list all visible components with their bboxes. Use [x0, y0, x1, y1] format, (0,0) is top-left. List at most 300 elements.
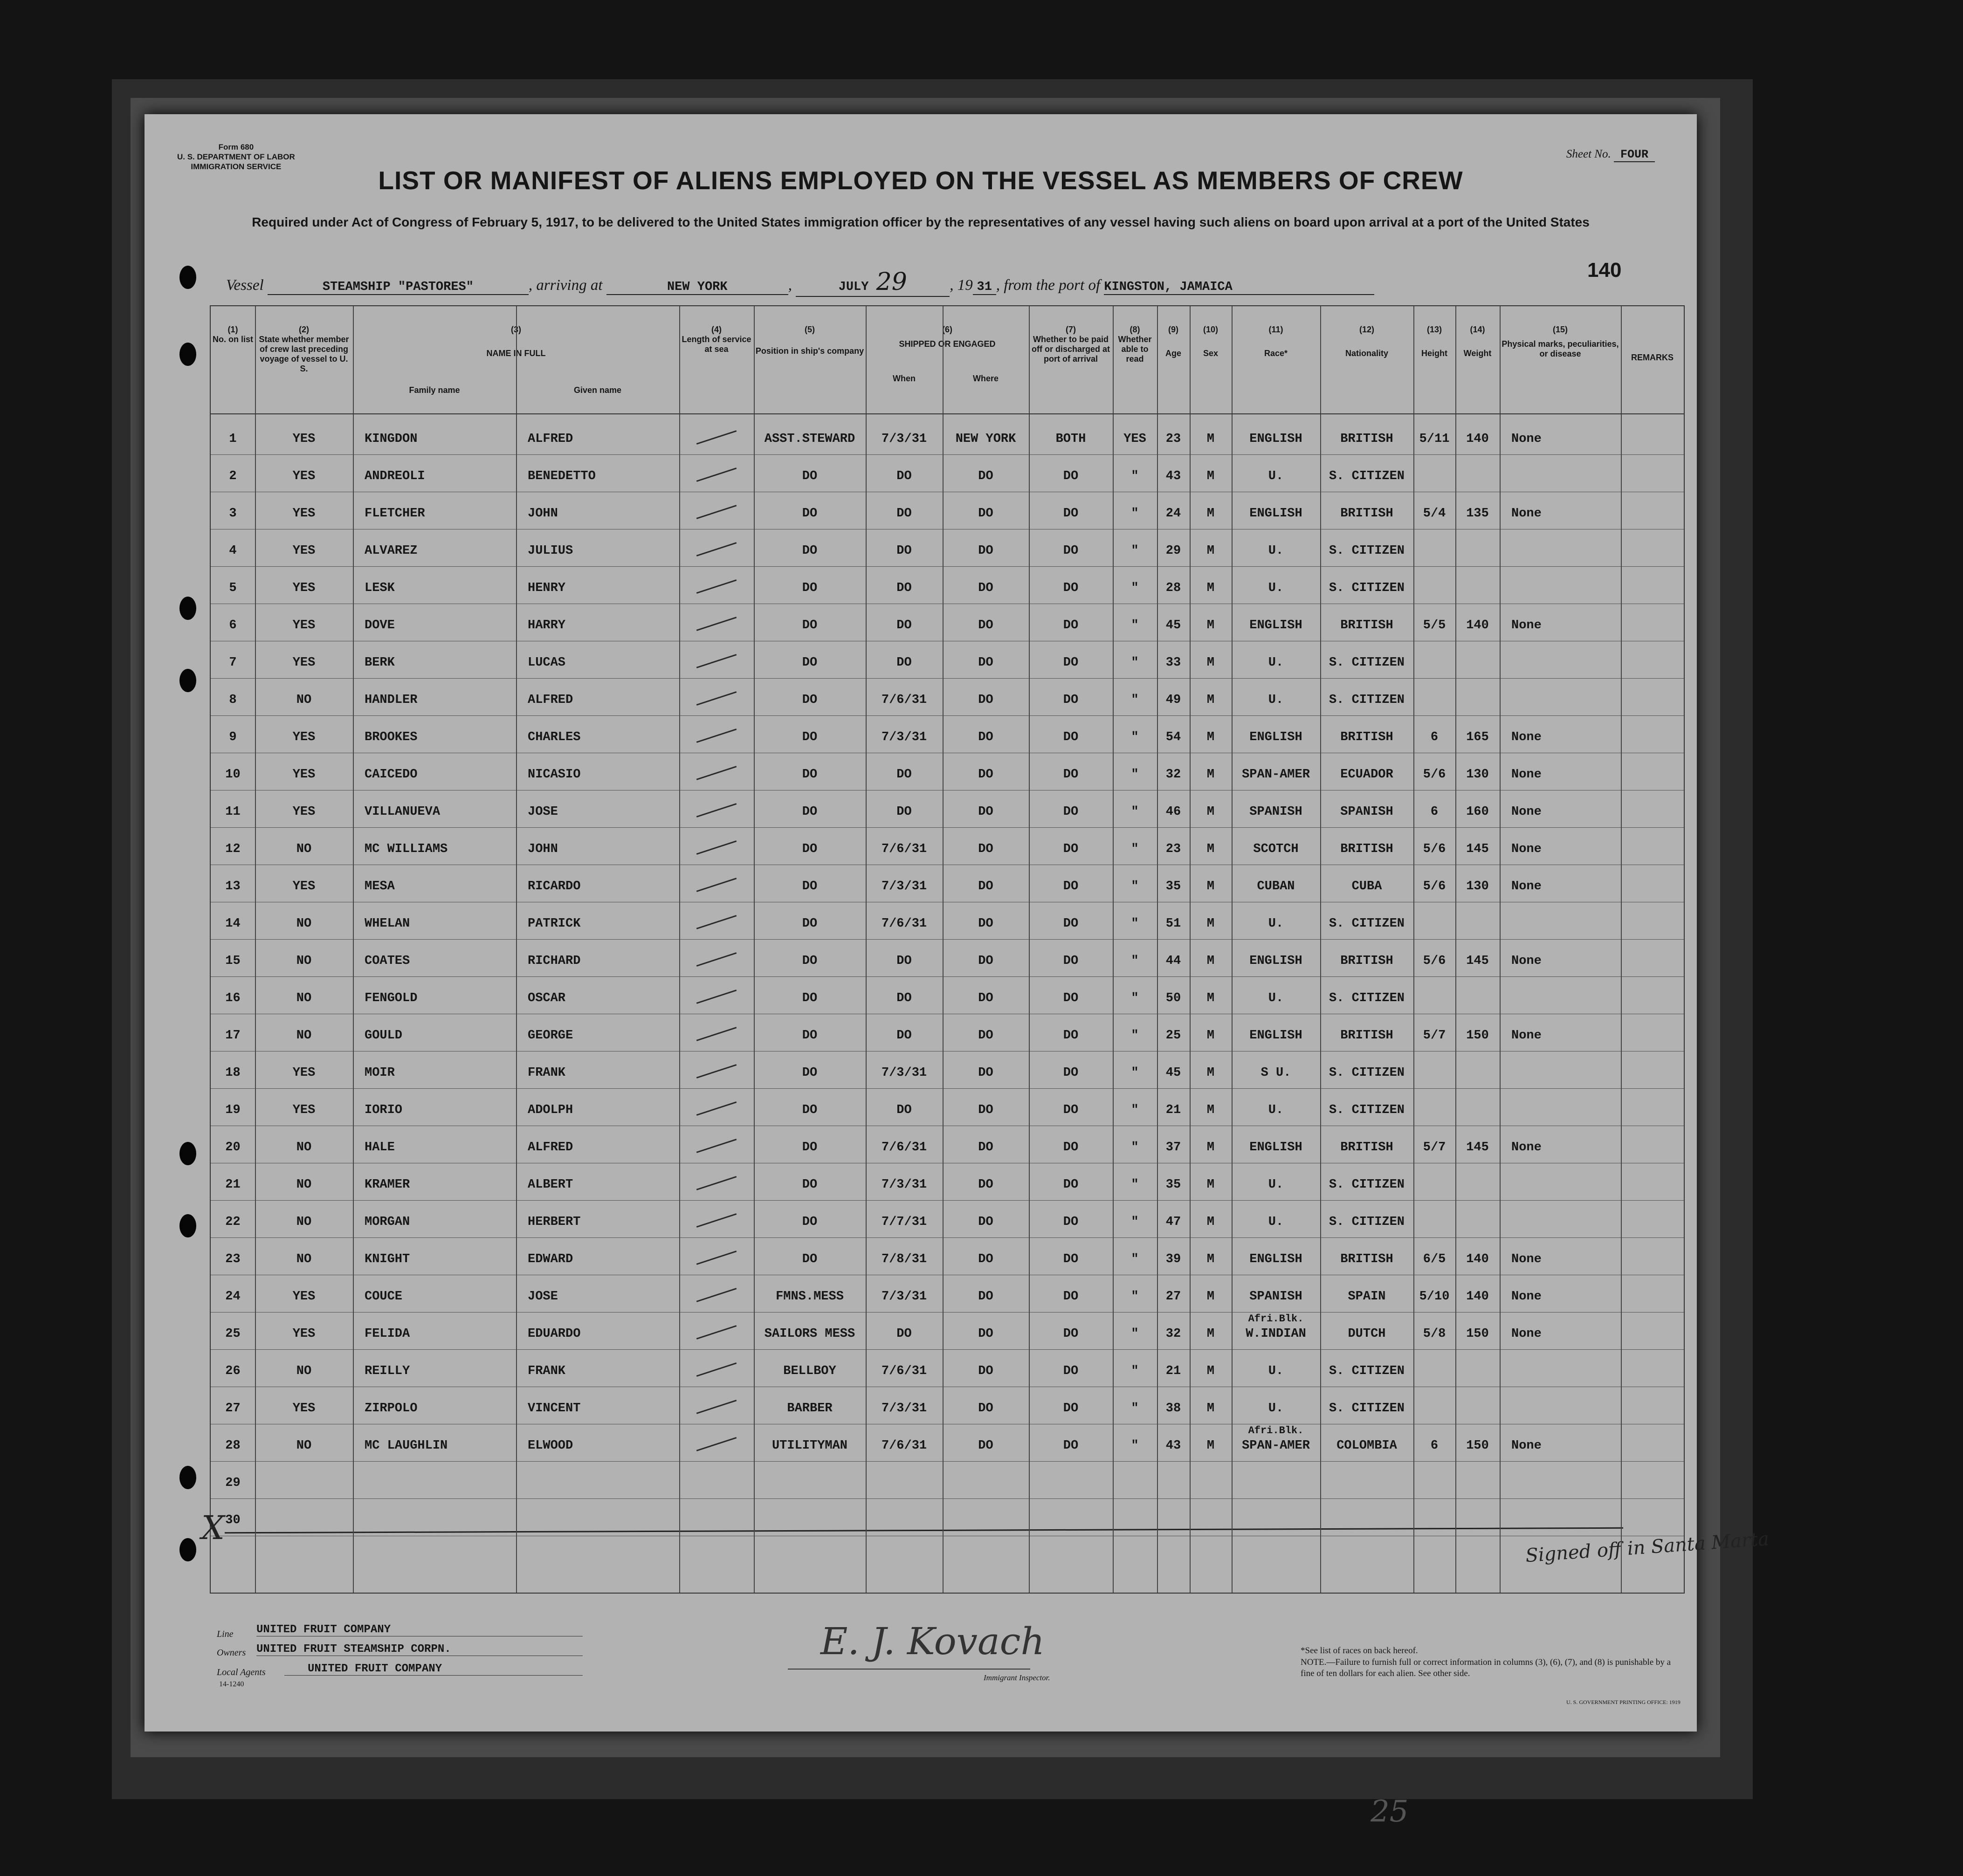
arrival-date — [796, 268, 950, 297]
cell-race: U. — [1268, 656, 1284, 670]
cell-paid: DO — [1063, 1364, 1079, 1378]
cell-given: ALFRED — [528, 693, 573, 707]
cell-no: 1 — [229, 432, 237, 446]
column-rule — [516, 306, 517, 1593]
cell-given: ADOLPH — [528, 1103, 573, 1117]
cell-sex: M — [1206, 618, 1215, 632]
cell-prev: NO — [296, 1439, 312, 1453]
cell-when: DO — [896, 954, 912, 968]
row-rule — [211, 1088, 1684, 1089]
cell-nat: S. CITIZEN — [1329, 1364, 1405, 1378]
cell-sex: M — [1206, 880, 1215, 893]
cell-prev: NO — [296, 991, 312, 1005]
cell-age: 38 — [1165, 1402, 1181, 1416]
cell-no: 20 — [225, 1141, 241, 1154]
cell-prev: NO — [296, 917, 312, 931]
col6b-header: Where — [972, 374, 999, 383]
cell-pos: BELLBOY — [783, 1364, 836, 1378]
cell-given: HENRY — [528, 581, 566, 595]
cell-family: FELIDA — [365, 1327, 410, 1341]
cell-pos: ASST.STEWARD — [764, 432, 855, 446]
cell-pos: DO — [802, 1066, 818, 1080]
row-rule — [211, 1312, 1684, 1313]
check-mark — [696, 1362, 737, 1377]
col9-header: (9) Age — [1165, 325, 1181, 358]
col3-header: (3) NAME IN FULL — [486, 325, 546, 358]
cell-prev: YES — [292, 656, 316, 670]
cell-race: U. — [1268, 581, 1284, 595]
cell-pos: DO — [802, 581, 818, 595]
agents-label: Local Agents — [217, 1667, 266, 1677]
cell-given: HERBERT — [528, 1215, 581, 1229]
cell-race: ENGLISH — [1249, 1029, 1302, 1043]
check-mark — [696, 617, 737, 631]
cell-height: 5/6 — [1423, 880, 1446, 893]
cell-family: MC LAUGHLIN — [365, 1439, 448, 1453]
cell-paid: DO — [1063, 768, 1079, 782]
cell-pos: DO — [802, 842, 818, 856]
column-rule — [353, 306, 354, 1593]
cell-height: 5/8 — [1423, 1327, 1446, 1341]
check-mark — [696, 1176, 737, 1190]
arrival-month: JULY — [838, 280, 869, 294]
cell-read: " — [1131, 842, 1139, 856]
check-mark — [696, 505, 737, 519]
cell-race: U. — [1268, 469, 1284, 483]
cell-prev: YES — [292, 581, 316, 595]
row-rule — [211, 1200, 1684, 1201]
cell-family: KINGDON — [365, 432, 418, 446]
cell-sex: M — [1206, 507, 1215, 521]
cell-age: 43 — [1165, 469, 1181, 483]
cell-given: EDUARDO — [528, 1327, 581, 1341]
cell-nat: BRITISH — [1340, 1029, 1393, 1043]
column-rule — [866, 306, 867, 1593]
cell-pos: DO — [802, 1103, 818, 1117]
cell-where: DO — [978, 768, 993, 782]
cell-read: " — [1131, 544, 1139, 558]
cell-pos: DO — [802, 544, 818, 558]
cell-height: 5/11 — [1419, 432, 1450, 446]
row-rule — [211, 1498, 1684, 1499]
cell-prev: NO — [296, 1252, 312, 1266]
cell-family: ZIRPOLO — [365, 1402, 418, 1416]
cell-sex: M — [1206, 1290, 1215, 1304]
cell-given: BENEDETTO — [528, 469, 596, 483]
cell-sex: M — [1206, 469, 1215, 483]
cell-sex: M — [1206, 544, 1215, 558]
cell-sex: M — [1206, 805, 1215, 819]
cell-where: DO — [978, 618, 993, 632]
cell-read: " — [1131, 618, 1139, 632]
cell-marks: None — [1511, 880, 1542, 893]
cell-paid: DO — [1063, 1402, 1079, 1416]
cell-nat: S. CITIZEN — [1329, 1215, 1405, 1229]
cell-read: " — [1131, 1141, 1139, 1154]
cell-family: MORGAN — [365, 1215, 410, 1229]
cell-age: 23 — [1165, 432, 1181, 446]
column-rule — [1413, 306, 1414, 1593]
check-mark — [696, 1064, 737, 1079]
cell-weight: 150 — [1466, 1029, 1489, 1043]
cell-when: DO — [896, 544, 912, 558]
row-rule — [211, 939, 1684, 940]
check-mark — [696, 1027, 737, 1041]
cell-sex: M — [1206, 656, 1215, 670]
cell-sex: M — [1206, 581, 1215, 595]
cell-read: " — [1131, 1029, 1139, 1043]
cell-nat: S. CITIZEN — [1329, 1066, 1405, 1080]
cell-sex: M — [1206, 1029, 1215, 1043]
cell-pos: DO — [802, 1252, 818, 1266]
col13-header: (13) Height — [1421, 325, 1447, 358]
check-mark — [696, 654, 737, 668]
line-label: Line — [217, 1629, 234, 1639]
check-mark — [696, 542, 737, 557]
cell-sex: M — [1206, 1439, 1215, 1453]
cell-nat: ECUADOR — [1340, 768, 1393, 782]
col11-header: (11) Race* — [1264, 325, 1288, 358]
cell-where: DO — [978, 730, 993, 744]
binder-hole — [179, 266, 196, 289]
cell-where: DO — [978, 544, 993, 558]
cell-nat: BRITISH — [1340, 1141, 1393, 1154]
service: IMMIGRATION SERVICE — [191, 162, 282, 171]
cell-where: DO — [978, 842, 993, 856]
printing-office: U. S. GOVERNMENT PRINTING OFFICE: 1919 — [1566, 1699, 1681, 1705]
cell-age: 28 — [1165, 581, 1181, 595]
cell-family: HALE — [365, 1141, 395, 1154]
crew-table — [201, 305, 1770, 1594]
cell-height: 5/6 — [1423, 842, 1446, 856]
cell-given: CHARLES — [528, 730, 581, 744]
cell-where: DO — [978, 581, 993, 595]
cell-no: 10 — [225, 768, 241, 782]
col1-header: (1) No. on list — [213, 325, 253, 344]
cell-no: 23 — [225, 1252, 241, 1266]
cell-pos: DO — [802, 917, 818, 931]
cell-age: 47 — [1165, 1215, 1181, 1229]
cell-when: 7/8/31 — [881, 1252, 927, 1266]
cell-age: 35 — [1165, 1178, 1181, 1192]
cell-race: SPAN-AMER — [1242, 768, 1310, 782]
row-28-remark: Signed off in Santa Marta — [1525, 1528, 1770, 1567]
cell-where: DO — [978, 991, 993, 1005]
inspector-label: Immigrant Inspector. — [984, 1673, 1050, 1682]
cell-race: SPANISH — [1249, 805, 1302, 819]
cell-pos: DO — [802, 991, 818, 1005]
from-label: from the port of — [1004, 277, 1101, 294]
cell-weight: 130 — [1466, 880, 1489, 893]
arriving-port: NEW YORK — [606, 280, 788, 295]
cell-race: CUBAN — [1257, 880, 1295, 893]
check-mark — [696, 1325, 737, 1340]
cell-weight: 150 — [1466, 1327, 1489, 1341]
cell-age: 25 — [1165, 1029, 1181, 1043]
sheet-number — [1566, 148, 1655, 161]
cell-age: 27 — [1165, 1290, 1181, 1304]
cell-family: MOIR — [365, 1066, 395, 1080]
vessel-name: STEAMSHIP "PASTORES" — [268, 280, 529, 295]
line-value: UNITED FRUIT COMPANY — [256, 1623, 583, 1636]
cell-read: " — [1131, 880, 1139, 893]
cell-nat: BRITISH — [1340, 1252, 1393, 1266]
year-prefix: 19 — [957, 277, 973, 294]
cell-marks: None — [1511, 1252, 1542, 1266]
cell-nat: BRITISH — [1340, 730, 1393, 744]
cell-height: 6 — [1430, 1439, 1439, 1453]
cell-given: RICARDO — [528, 880, 581, 893]
cell-paid: DO — [1063, 842, 1079, 856]
cell-weight: 145 — [1466, 842, 1489, 856]
cell-no: 14 — [225, 917, 241, 931]
cell-pos: DO — [802, 693, 818, 707]
cell-race: W.INDIAN — [1246, 1327, 1306, 1341]
cell-nat: S. CITIZEN — [1329, 917, 1405, 931]
cell-prev: YES — [292, 1066, 316, 1080]
cell-read: " — [1131, 1364, 1139, 1378]
cell-nat: CUBA — [1351, 880, 1382, 893]
sheet-label: Sheet No. — [1566, 148, 1611, 160]
cell-family: MESA — [365, 880, 395, 893]
cell-prev: NO — [296, 1215, 312, 1229]
col15-header: (15) Physical marks, peculiarities, or disease — [1502, 325, 1619, 358]
column-rule — [255, 306, 256, 1593]
cell-age: 39 — [1165, 1252, 1181, 1266]
inspector-signature: E. J. Kovach — [820, 1620, 1045, 1663]
column-rule — [1029, 306, 1030, 1593]
cell-race: ENGLISH — [1249, 432, 1302, 446]
cell-pos: DO — [802, 656, 818, 670]
cell-family: WHELAN — [365, 917, 410, 931]
cell-given: ELWOOD — [528, 1439, 573, 1453]
cell-given: HARRY — [528, 618, 566, 632]
cell-given: ALFRED — [528, 432, 573, 446]
cell-no: 5 — [229, 581, 237, 595]
cell-pos: DO — [802, 768, 818, 782]
cell-height: 5/6 — [1423, 768, 1446, 782]
arrival-year: 31 — [973, 280, 996, 295]
check-mark — [696, 915, 737, 929]
cell-prev: YES — [292, 507, 316, 521]
cell-read: " — [1131, 1327, 1139, 1341]
cell-weight: 165 — [1466, 730, 1489, 744]
cell-where: DO — [978, 954, 993, 968]
cell-read: " — [1131, 805, 1139, 819]
column-rule — [1113, 306, 1114, 1593]
check-mark — [696, 952, 737, 967]
cell-race: U. — [1268, 917, 1284, 931]
cell-sex: M — [1206, 1252, 1215, 1266]
cell-pos: UTILITYMAN — [771, 1439, 848, 1453]
cell-sex: M — [1206, 917, 1215, 931]
cell-given: VINCENT — [528, 1402, 581, 1416]
cell-pos: FMNS.MESS — [776, 1290, 844, 1304]
cell-sex: M — [1206, 693, 1215, 707]
cell-race: ENGLISH — [1249, 1141, 1302, 1154]
cell-prev: YES — [292, 730, 316, 744]
cell-sex: M — [1206, 1327, 1215, 1341]
cell-sex: M — [1206, 1402, 1215, 1416]
cell-when: DO — [896, 805, 912, 819]
cell-paid: DO — [1063, 1252, 1079, 1266]
cell-nat: BRITISH — [1340, 954, 1393, 968]
cell-nat: SPANISH — [1340, 805, 1393, 819]
cell-read: " — [1131, 656, 1139, 670]
cell-sex: M — [1206, 954, 1215, 968]
cell-nat: BRITISH — [1340, 618, 1393, 632]
cell-height: 5/4 — [1423, 507, 1446, 521]
agents-form: 14-1240 — [219, 1680, 244, 1688]
column-rule — [1455, 306, 1456, 1593]
cell-prev: NO — [296, 1178, 312, 1192]
cell-prev: NO — [296, 1364, 312, 1378]
cell-age: 33 — [1165, 656, 1181, 670]
cell-prev: NO — [296, 954, 312, 968]
cell-height: 5/5 — [1423, 618, 1446, 632]
cell-sex: M — [1206, 1103, 1215, 1117]
cell-height: 5/7 — [1423, 1141, 1446, 1154]
cell-when: DO — [896, 507, 912, 521]
cell-family: HANDLER — [365, 693, 418, 707]
cell-where: DO — [978, 693, 993, 707]
cell-marks: None — [1511, 842, 1542, 856]
cell-age: 32 — [1165, 1327, 1181, 1341]
cell-sex: M — [1206, 991, 1215, 1005]
binder-hole — [179, 1142, 196, 1165]
check-mark — [696, 766, 737, 780]
check-mark — [696, 990, 737, 1004]
cell-family: IORIO — [365, 1103, 403, 1117]
cell-nat: S. CITIZEN — [1329, 1402, 1405, 1416]
cell-pos: SAILORS MESS — [764, 1327, 855, 1341]
cell-given: FRANK — [528, 1364, 566, 1378]
cell-where: DO — [978, 469, 993, 483]
cell-marks: None — [1511, 618, 1542, 632]
cell-pos: DO — [802, 1178, 818, 1192]
cell-nat: S. CITIZEN — [1329, 693, 1405, 707]
cell-prev: YES — [292, 805, 316, 819]
cell-age: 45 — [1165, 618, 1181, 632]
cell-prev: YES — [292, 1103, 316, 1117]
cell-nat: BRITISH — [1340, 507, 1393, 521]
cell-family: VILLANUEVA — [365, 805, 441, 819]
cell-no: 3 — [229, 507, 237, 521]
cell-paid: DO — [1063, 1178, 1079, 1192]
cell-when: 7/3/31 — [881, 1402, 927, 1416]
cell-family: BERK — [365, 656, 395, 670]
cell-race: U. — [1268, 693, 1284, 707]
cell-race: SPANISH — [1249, 1290, 1302, 1304]
cell-where: DO — [978, 1215, 993, 1229]
cell-age: 45 — [1165, 1066, 1181, 1080]
check-mark — [696, 840, 737, 855]
cell-weight: 150 — [1466, 1439, 1489, 1453]
cell-race: ENGLISH — [1249, 618, 1302, 632]
cell-when: 7/3/31 — [881, 880, 927, 893]
cell-paid: DO — [1063, 1439, 1079, 1453]
cell-read: " — [1131, 768, 1139, 782]
cell-when: 7/6/31 — [881, 1141, 927, 1154]
cell-paid: DO — [1063, 954, 1079, 968]
cell-read: " — [1131, 1439, 1139, 1453]
check-mark — [696, 1213, 737, 1228]
cell-where: DO — [978, 805, 993, 819]
cell-read: " — [1131, 693, 1139, 707]
check-mark — [696, 467, 737, 482]
cell-paid: DO — [1063, 1103, 1079, 1117]
cell-no: 19 — [225, 1103, 241, 1117]
cell-read: " — [1131, 1402, 1139, 1416]
check-mark — [696, 1400, 737, 1414]
cell-family: KNIGHT — [365, 1252, 410, 1266]
cell-sex: M — [1206, 730, 1215, 744]
cell-paid: DO — [1063, 469, 1079, 483]
cell-nat: DUTCH — [1348, 1327, 1386, 1341]
col6a-header: When — [893, 374, 916, 383]
cell-prev: NO — [296, 1141, 312, 1154]
cell-prev: NO — [296, 1029, 312, 1043]
row-rule — [211, 715, 1684, 716]
cell-where: DO — [978, 1252, 993, 1266]
remarks-header: REMARKS — [1631, 353, 1674, 362]
check-mark — [696, 579, 737, 594]
column-rule — [1190, 306, 1191, 1593]
vessel-line: Vessel STEAMSHIP "PASTORES" , arriving at NEW YORK , JULY 29 , 19 31 , from the port of KINGSTON, JAMAICA — [226, 268, 1374, 297]
cell-no: 8 — [229, 693, 237, 707]
cell-nat: BRITISH — [1340, 842, 1393, 856]
cell-age: 43 — [1165, 1439, 1181, 1453]
cell-no: 25 — [225, 1327, 241, 1341]
cell-weight: 160 — [1466, 805, 1489, 819]
cell-where: NEW YORK — [955, 432, 1016, 446]
cell-age: 49 — [1165, 693, 1181, 707]
binder-hole — [179, 597, 196, 620]
cell-age: 32 — [1165, 768, 1181, 782]
cell-race: ENGLISH — [1249, 954, 1302, 968]
cell-where: DO — [978, 917, 993, 931]
cell-when: 7/6/31 — [881, 917, 927, 931]
cell-no: 6 — [229, 618, 237, 632]
cell-no: 11 — [225, 805, 241, 819]
cell-prev: YES — [292, 768, 316, 782]
cell-age: 44 — [1165, 954, 1181, 968]
cell-weight: 145 — [1466, 1141, 1489, 1154]
cell-height: 5/7 — [1423, 1029, 1446, 1043]
cell-race-note: Afri.Blk. — [1248, 1313, 1304, 1325]
cell-prev: YES — [292, 1327, 316, 1341]
cell-no: 15 — [225, 954, 241, 968]
cell-family: BROOKES — [365, 730, 418, 744]
binder-hole — [179, 1466, 196, 1489]
row-rule — [211, 454, 1684, 455]
cell-given: ALFRED — [528, 1141, 573, 1154]
cell-no: 4 — [229, 544, 237, 558]
cell-sex: M — [1206, 842, 1215, 856]
binder-hole — [179, 1214, 196, 1237]
cell-pos: DO — [802, 954, 818, 968]
vessel-label: Vessel — [226, 277, 264, 294]
cell-where: DO — [978, 656, 993, 670]
cell-age: 29 — [1165, 544, 1181, 558]
cell-when: 7/3/31 — [881, 432, 927, 446]
cell-prev: YES — [292, 880, 316, 893]
cell-given: JOHN — [528, 842, 558, 856]
owners-label: Owners — [217, 1648, 246, 1658]
cell-where: DO — [978, 1439, 993, 1453]
cell-when: 7/6/31 — [881, 842, 927, 856]
cell-age: 24 — [1165, 507, 1181, 521]
